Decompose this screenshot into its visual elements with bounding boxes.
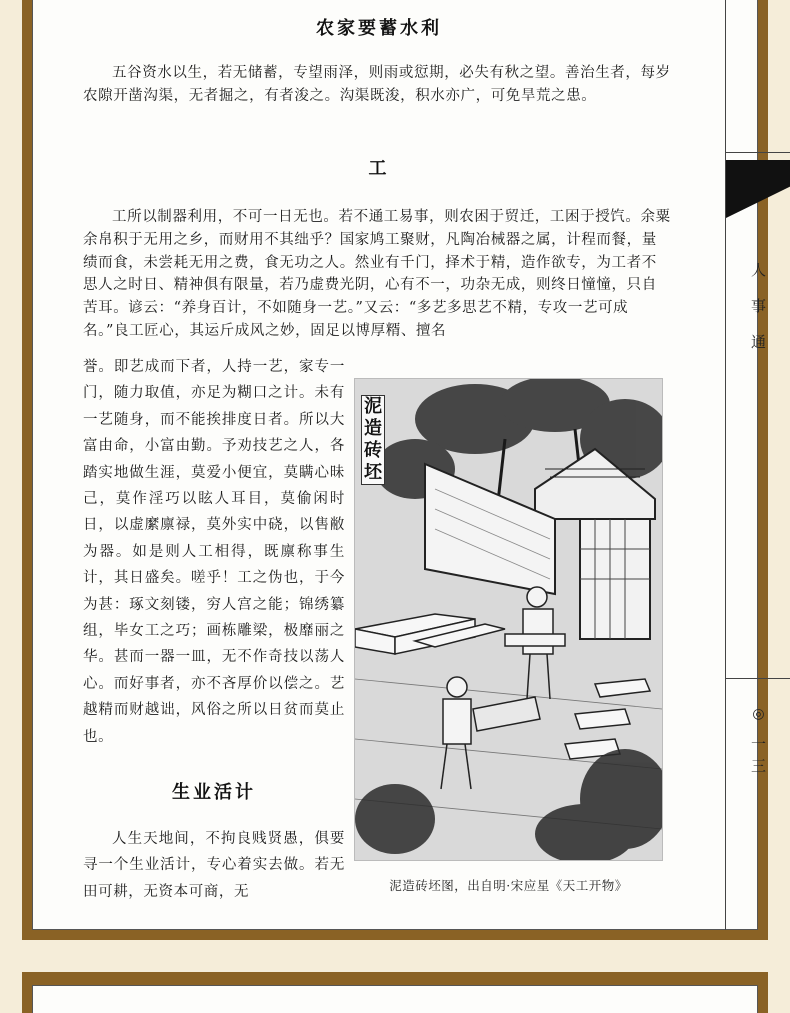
chapter-sidebar [725, 0, 790, 930]
woodcut-illustration [355, 379, 662, 860]
section-title-water: 农家要蓄水利 [316, 18, 442, 39]
chapter-name-2: 事 [750, 297, 766, 315]
paragraph: 人生天地间，不拘良贱贤愚，俱要寻一个生业活计，专心着实去做。若无田可耕，无资本可商，无 [83, 831, 345, 900]
paragraph: 工所以制器利用，不可一日无也。若不通工易事，则农困于贸迁，工困于授饩。余粟余帛积于无用之乡，而财用不其绌乎？国家鸠工聚财，凡陶冶械器之属，计程而餐，量绩而食，未尝耗无用之费，食无功之人。然业有千门，择术于精，造作欲专，为工者不思人之时日、精神俱有限量，若乃虚费光阴，心有不一，功杂无成，则终日憧憧，只自苦耳。谚云：“养身百计，不如随身一艺。”又云：“多艺多思艺不精，专攻一艺可成名。”良工匠心，其运斤成风之妙，固足以博厚糈、擅名 [83, 209, 671, 339]
illustration-inscription: 泥造砖坯 [361, 395, 385, 485]
illustration-caption: 泥造砖坯图，出自明·宋应星《天工开物》 [389, 878, 628, 893]
section-body-craft-column [83, 354, 345, 750]
section-body-livelihood [83, 826, 345, 905]
brick-making-illustration [354, 378, 663, 861]
page-number-2: 三 [750, 757, 766, 775]
sidebar-decoration [726, 160, 790, 218]
paragraph: 五谷资水以生，若无储蓄，专望雨泽，则雨或愆期，必失有秋之望。善治生者，每岁农隙开凿沟渠，无者掘之，有者浚之。沟渠既浚，积水亦广，可免旱荒之患。 [83, 65, 671, 104]
section-title-craft: 工 [368, 158, 390, 179]
section-body-water [83, 62, 671, 108]
next-page [32, 985, 758, 1013]
page-mark-icon: ◎ [752, 706, 765, 722]
paragraph: 誉。即艺成而下者，人持一艺，家专一门，随力取值，亦足为糊口之计。未有一艺随身，而不能挨排度日者。所以大富由命，小富由勤。予劝技艺之人，各踏实地做生涯，莫爱小便宜，莫瞒心昧己，莫作淫巧以眩人耳目，莫偷闲时日，以虚縻廪禄，莫外实中硗，以售敝为器。如是则人工相得，既廪称事生计，其日盛矣。嗟乎！工之伪也，于今为甚：琢文刻镂，穷人宫之能；锦绣纂组，毕女工之巧；画栋雕梁，极靡丽之华。甚而一器一皿，无不作奇技以荡人心。而好事者，亦不吝厚价以偿之。艺越精而财越诎，风俗之所以日贫而莫止也。 [83, 359, 345, 745]
chapter-name-1: 人 [750, 261, 766, 279]
section-body-craft [83, 206, 671, 343]
page-number-1: 一 [750, 735, 766, 753]
section-title-livelihood: 生业活计 [172, 782, 256, 803]
chapter-name-3: 通 [750, 333, 766, 351]
